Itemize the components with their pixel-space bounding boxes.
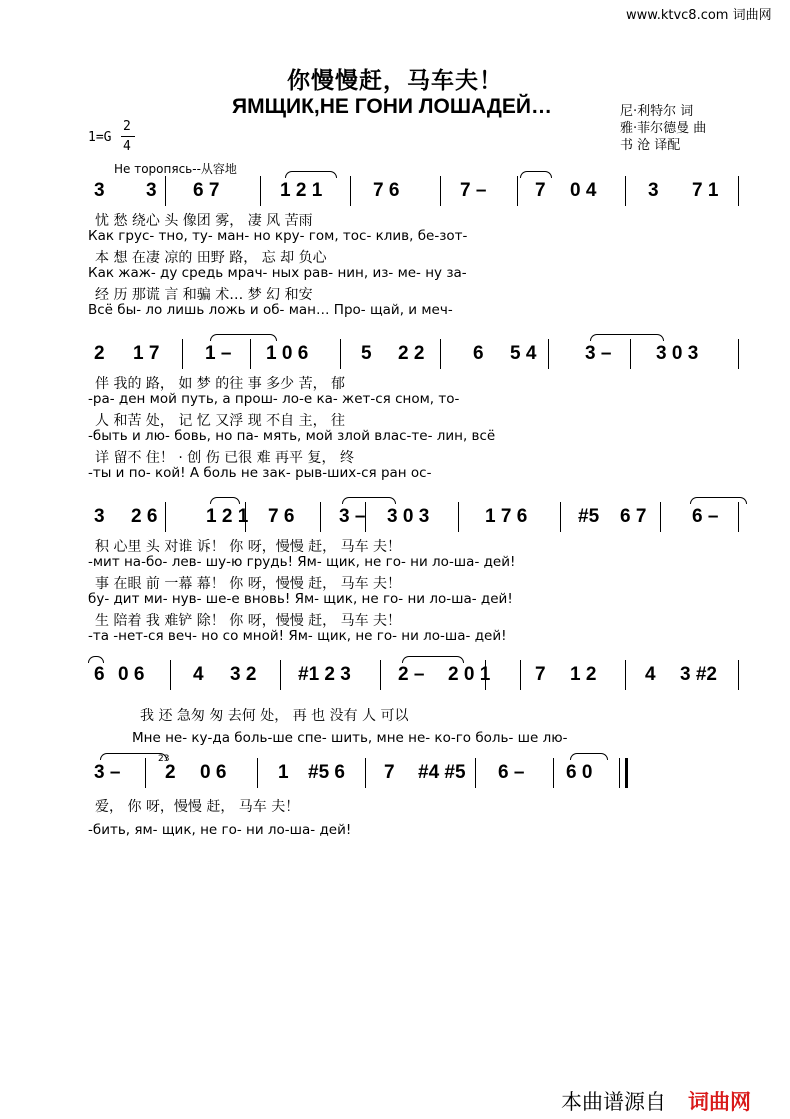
tie-slur: [342, 497, 396, 504]
bar-line: [170, 660, 171, 690]
note-group: 6 –: [498, 762, 525, 783]
note-group: 6 7: [620, 506, 647, 527]
time-signature-line: [121, 136, 135, 137]
tie-slur: [210, 497, 240, 504]
title-russian: ЯМЩИК,НЕ ГОНИ ЛОШАДЕЙ…: [232, 95, 552, 118]
time-signature-top: 2: [123, 119, 131, 134]
tie-slur: [100, 753, 167, 760]
note-group: 3: [648, 180, 659, 201]
note-group: 5 4: [510, 343, 537, 364]
bar-line: [738, 176, 739, 206]
footer-brand: 词曲网: [688, 1090, 751, 1114]
note-group: 0 6: [118, 664, 145, 685]
note-group: 7: [535, 180, 546, 201]
bar-line: [738, 660, 739, 690]
lyric-line: 忧 愁 绕心 头 像团 雾， 凄 风 苦雨: [95, 213, 313, 229]
note-group: 0 6: [200, 762, 227, 783]
note-group: 6 –: [692, 506, 719, 527]
lyric-line: 详 留不 住！ · 创 伤 已很 难 再平 复， 终: [95, 450, 354, 466]
note-group: #4 #5: [418, 762, 466, 783]
site-watermark: www.ktvc8.com 词曲网: [626, 8, 772, 23]
lyric-line: Всё бы- ло лишь ложь и об- ман… Про- щай, и меч-: [88, 302, 453, 318]
bar-line: [630, 339, 631, 369]
note-group: 6 7: [193, 180, 220, 201]
note-group: 2 0 1: [448, 664, 491, 685]
lyric-line: -ты и по- кой! А боль не зак- рыв-ших-ся ран ос-: [88, 465, 432, 481]
tie-slur: [88, 656, 104, 663]
bar-line: [738, 339, 739, 369]
bar-line: [625, 660, 626, 690]
lyric-line: Как грус- тно, ту- ман- но кру- гом, тос- клив, бе-зот-: [88, 228, 468, 244]
final-bar-line: [625, 758, 628, 788]
note-group: 4: [193, 664, 204, 685]
bar-line: [475, 758, 476, 788]
bar-line: [245, 502, 246, 532]
note-group: 1 7 6: [485, 506, 528, 527]
note-group: 3 #2: [680, 664, 717, 685]
bar-line: [350, 176, 351, 206]
lyric-line: 我 还 急匆 匆 去何 处， 再 也 没有 人 可以: [140, 708, 409, 724]
tie-slur: [402, 656, 464, 663]
title-chinese: 你慢慢赶，马车夫！: [287, 67, 503, 94]
bar-line: [182, 339, 183, 369]
lyric-line: бу- дит ми- нув- ше-е вновь! Ям- щик, не го- ни ло-ша- дей!: [88, 591, 513, 607]
lyric-line: -мит на-бо- лев- шу-ю грудь! Ям- щик, не го- ни ло-ша- дей!: [88, 554, 516, 570]
credit-arranger: 书 沧 译配: [620, 138, 681, 153]
note-group: 2 2: [398, 343, 425, 364]
bar-line: [365, 758, 366, 788]
note-group: 2 –: [398, 664, 425, 685]
note-group: 7 6: [373, 180, 400, 201]
tie-slur: [570, 753, 608, 760]
bar-line: [365, 502, 366, 532]
note-group: 3 –: [94, 762, 121, 783]
lyric-line: Мне не- ку-да боль-ше спе- шить, мне не- ко-го боль- ше лю-: [132, 730, 568, 746]
note-group: 3: [94, 180, 105, 201]
lyric-line: 本 想 在凄 凉的 田野 路， 忘 却 负心: [95, 250, 327, 266]
note-group: 1 2 1: [206, 506, 249, 527]
bar-line: [250, 339, 251, 369]
note-group: 7: [535, 664, 546, 685]
note-group: 3 0 3: [387, 506, 430, 527]
note-group: 6 0: [566, 762, 593, 783]
lyric-line: 伴 我的 路， 如 梦 的往 事 多少 苦， 郁: [95, 376, 346, 392]
note-group: 7 –: [460, 180, 487, 201]
note-group: 2: [165, 762, 176, 783]
tie-slur: [520, 171, 552, 178]
tie-slur: [285, 171, 337, 178]
note-group: 1: [278, 762, 289, 783]
note-group: 2 6: [131, 506, 158, 527]
lyric-line: -та -нет-ся веч- но со мной! Ям- щик, не го- ни ло-ша- дей!: [88, 628, 507, 644]
bar-line: [485, 660, 486, 690]
bar-line: [660, 502, 661, 532]
credit-lyricist: 尼·利特尔 词: [620, 104, 694, 119]
note-group: 1 7: [133, 343, 160, 364]
note-group: #5 6: [308, 762, 345, 783]
lyric-line: Как жаж- ду средь мрач- ных рав- нин, из- ме- ну за-: [88, 265, 467, 281]
bar-line: [517, 176, 518, 206]
lyric-line: -ра- ден мой путь, а прош- ло-е ка- жет-ся сном, то-: [88, 391, 460, 407]
bar-line: [553, 758, 554, 788]
lyric-line: 积 心里 头 对谁 诉！ 你 呀，慢慢 赶， 马车 夫！: [95, 539, 402, 555]
bar-line: [165, 502, 166, 532]
bar-line: [520, 660, 521, 690]
note-group: #1 2 3: [298, 664, 351, 685]
lyric-line: 生 陪着 我 难铲 除！ 你 呀，慢慢 赶， 马车 夫！: [95, 613, 402, 629]
note-group: 0 4: [570, 180, 597, 201]
bar-line: [320, 502, 321, 532]
bar-line: [145, 758, 146, 788]
tempo-marking: Не торопясь--从容地: [114, 162, 237, 176]
tie-slur: [210, 334, 277, 341]
note-group: 6: [473, 343, 484, 364]
final-bar-thin: [619, 758, 620, 788]
tie-slur: [690, 497, 747, 504]
note-group: 1 –: [205, 343, 232, 364]
bar-line: [458, 502, 459, 532]
note-group: 3 –: [339, 506, 366, 527]
bar-line: [165, 176, 166, 206]
lyric-line: -быть и лю- бовь, но па- мять, мой злой влас-те- лин, всё: [88, 428, 496, 444]
lyric-line: 经 历 那谎 言 和骗 术… 梦 幻 和安: [95, 287, 313, 303]
note-group: 6: [94, 664, 105, 685]
credit-composer: 雅·菲尔德曼 曲: [620, 121, 707, 136]
lyric-line: -бить, ям- щик, не го- ни ло-ша- дей!: [88, 822, 352, 838]
note-group: 3 –: [585, 343, 612, 364]
note-group: 1 0 6: [266, 343, 309, 364]
note-group: 7 6: [268, 506, 295, 527]
key-signature: 1=G: [88, 130, 112, 145]
bar-line: [440, 339, 441, 369]
bar-line: [260, 176, 261, 206]
note-group: 7: [384, 762, 395, 783]
bar-line: [380, 660, 381, 690]
note-group: 3 0 3: [656, 343, 699, 364]
bar-line: [560, 502, 561, 532]
time-signature-bottom: 4: [123, 139, 131, 154]
bar-line: [738, 502, 739, 532]
tie-slur: [590, 334, 664, 341]
bar-line: [340, 339, 341, 369]
note-group: 5: [361, 343, 372, 364]
note-group: 1 2: [570, 664, 597, 685]
note-group: 2: [94, 343, 105, 364]
lyric-line: 爱， 你 呀，慢慢 赶， 马车 夫！: [95, 799, 300, 815]
note-group: #5: [578, 506, 600, 527]
bar-line: [548, 339, 549, 369]
bar-line: [280, 660, 281, 690]
lyric-line: 事 在眼 前 一幕 幕！ 你 呀，慢慢 赶， 马车 夫！: [95, 576, 402, 592]
bar-line: [440, 176, 441, 206]
note-group: 1 2 1: [280, 180, 323, 201]
note-group: 7 1: [692, 180, 719, 201]
note-group: 3: [146, 180, 157, 201]
note-group: 4: [645, 664, 656, 685]
ending-mark: 23: [158, 754, 170, 764]
bar-line: [257, 758, 258, 788]
bar-line: [625, 176, 626, 206]
note-group: 3: [94, 506, 105, 527]
lyric-line: 人 和苦 处， 记 忆 又浮 现 不自 主， 往: [95, 413, 346, 429]
footer-source: 本曲谱源自: [561, 1090, 666, 1114]
note-group: 3 2: [230, 664, 257, 685]
